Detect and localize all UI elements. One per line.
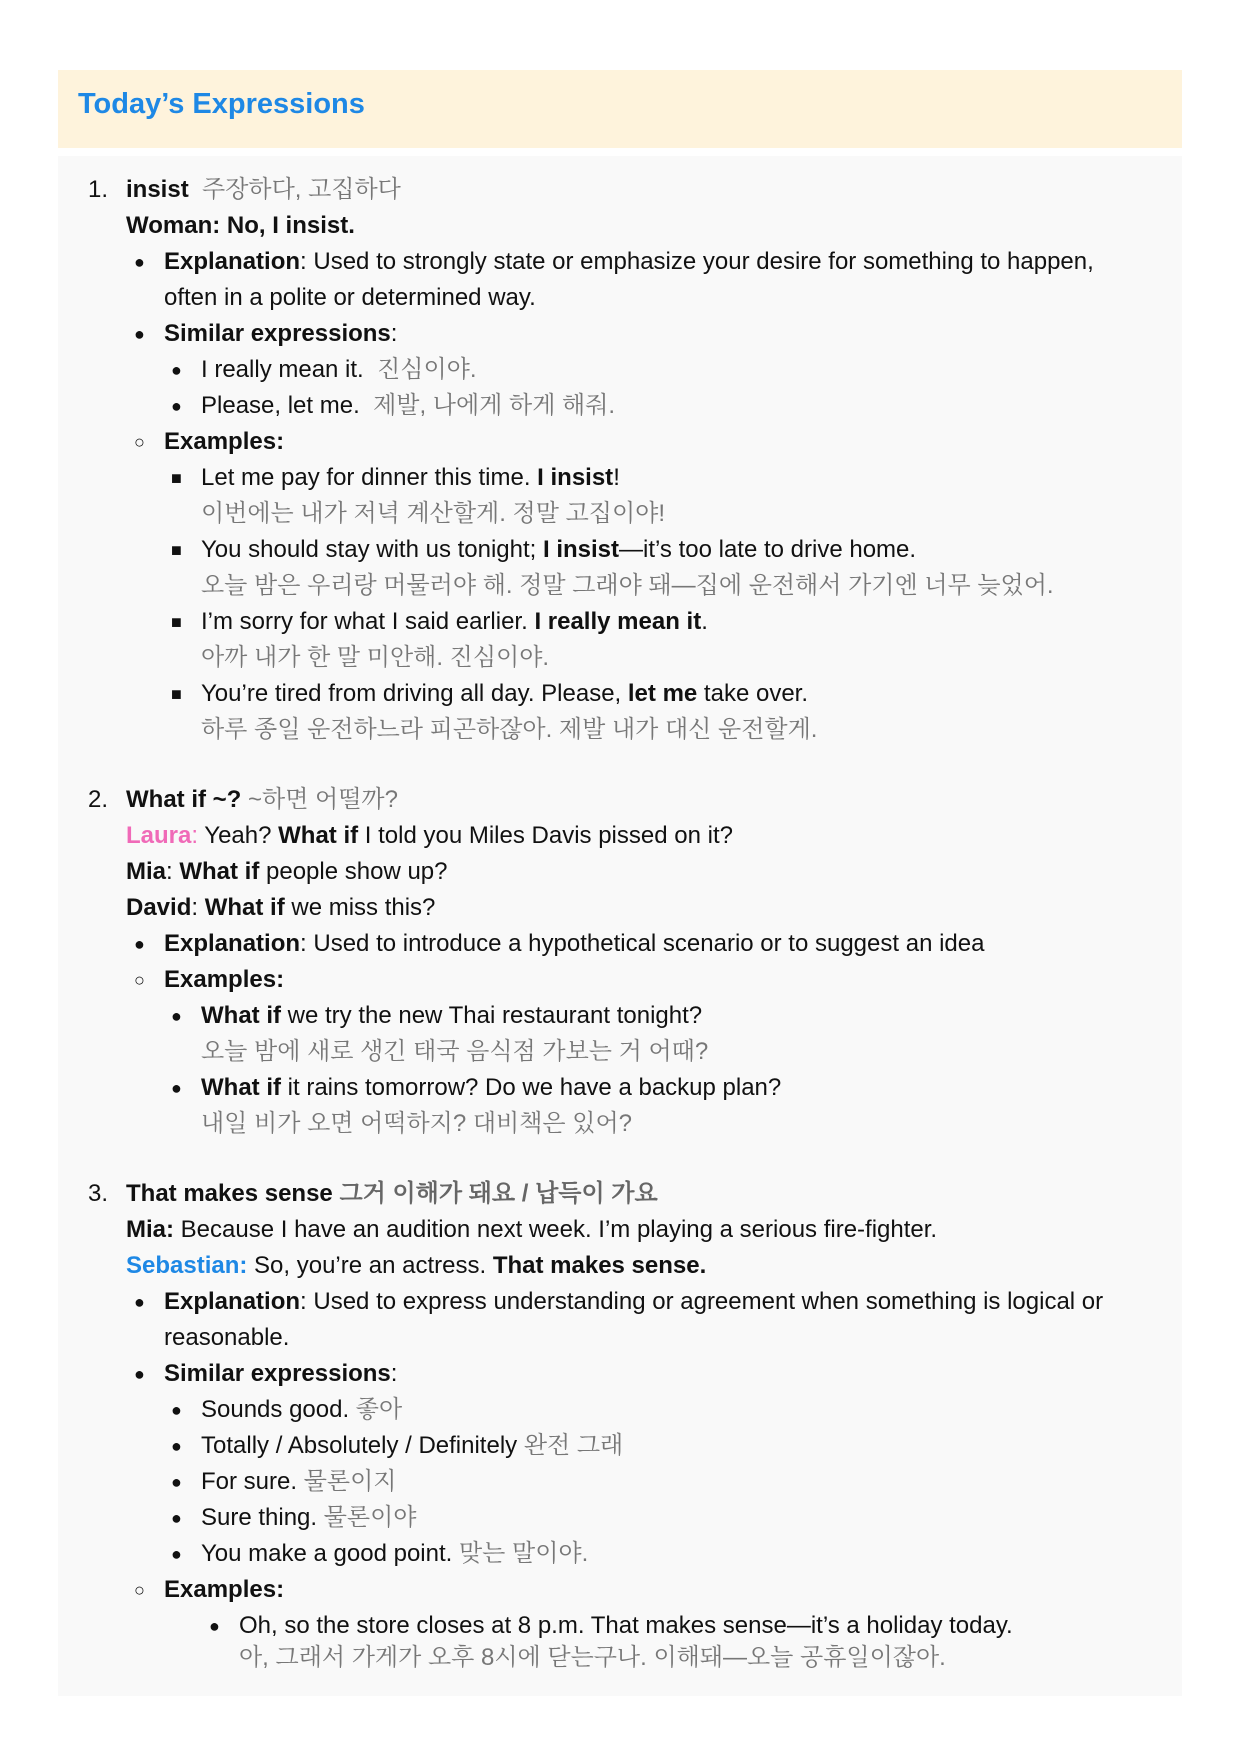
example: Let me pay for dinner this time. bbox=[201, 464, 538, 491]
korean: 하루 종일 운전하느라 피곤하잖아. 제발 내가 대신 운전할게. bbox=[201, 716, 818, 743]
text: people show up? bbox=[259, 858, 448, 885]
example: we try the new Thai restaurant tonight? bbox=[280, 1002, 703, 1029]
highlight: What if bbox=[204, 894, 285, 921]
text: So, you’re an actress. bbox=[247, 1252, 493, 1279]
explanation: : Used to introduce a hypothetical scenario or to suggest an idea bbox=[300, 930, 985, 957]
bullet-icon: ● bbox=[171, 1472, 182, 1492]
item-number: 3. bbox=[88, 1180, 109, 1207]
korean: 맞는 말이야. bbox=[458, 1540, 589, 1567]
term: What if ~? bbox=[126, 786, 242, 813]
label: Similar expressions bbox=[164, 1360, 391, 1387]
separator: : bbox=[191, 894, 199, 921]
highlight: What if bbox=[179, 858, 260, 885]
speaker: Mia bbox=[126, 858, 167, 885]
example: take over. bbox=[697, 680, 808, 707]
bullet-icon: ● bbox=[134, 934, 145, 954]
dialog-line bbox=[58, 854, 1182, 890]
explanation: : Used to strongly state or emphasize your desire for something to happen, often in a polite or determined way. bbox=[164, 248, 1094, 311]
bullet-icon: ● bbox=[134, 1292, 145, 1312]
speaker: Mia: bbox=[126, 1216, 174, 1243]
korean: 좋아 bbox=[355, 1396, 403, 1423]
bullet-icon: ● bbox=[171, 396, 182, 416]
example: —it’s too late to drive home. bbox=[619, 536, 917, 563]
text: Because I have an audition next week. I’m playing a serious fire-fighter. bbox=[174, 1216, 938, 1243]
speaker: Laura bbox=[126, 822, 192, 849]
korean: 물론이지 bbox=[303, 1468, 397, 1495]
highlight: What if bbox=[201, 1002, 281, 1029]
highlight: What if bbox=[278, 822, 359, 849]
text: Yeah? bbox=[198, 822, 279, 849]
korean: 진심이야. bbox=[377, 356, 477, 383]
bullet-icon: ● bbox=[171, 360, 182, 380]
similar-expression: You make a good point. bbox=[201, 1540, 453, 1567]
square-bullet-icon: ■ bbox=[171, 684, 182, 704]
korean: ~하면 어떨까? bbox=[248, 786, 398, 813]
item-number: 1. bbox=[88, 176, 109, 203]
similar-expression: Sounds good. bbox=[201, 1396, 350, 1423]
highlight: That makes sense. bbox=[492, 1252, 707, 1279]
similar-expression: I really mean it. bbox=[201, 356, 364, 383]
highlight: What if bbox=[201, 1074, 281, 1101]
expression-heading bbox=[58, 172, 1182, 208]
label: Examples: bbox=[164, 1576, 285, 1603]
dialog-line bbox=[58, 1212, 1182, 1248]
text bbox=[198, 894, 205, 921]
similar-expression: For sure. bbox=[201, 1468, 298, 1495]
explanation: : Used to express understanding or agreement when something is logical or reasonable. bbox=[164, 1288, 1104, 1351]
speaker: David bbox=[126, 894, 192, 921]
example: ! bbox=[613, 464, 620, 491]
similar-expression: Sure thing. bbox=[201, 1504, 318, 1531]
label: Similar expressions bbox=[164, 320, 391, 347]
example: . bbox=[701, 608, 708, 635]
korean: 그거 이해가 돼요 / 납득이 가요 bbox=[339, 1180, 658, 1207]
example: You’re tired from driving all day. Please, bbox=[201, 680, 628, 707]
square-bullet-icon: ■ bbox=[171, 612, 182, 632]
bullet-icon: ● bbox=[134, 252, 145, 272]
bullet-icon: ● bbox=[209, 1616, 220, 1636]
square-bullet-icon: ■ bbox=[171, 468, 182, 488]
label: Explanation bbox=[164, 930, 301, 957]
dialog-line bbox=[58, 818, 1182, 854]
example: I’m sorry for what I said earlier. bbox=[201, 608, 535, 635]
example: You should stay with us tonight; bbox=[201, 536, 543, 563]
separator: : bbox=[191, 822, 199, 849]
term: insist bbox=[126, 176, 189, 203]
label: Examples: bbox=[164, 966, 285, 993]
similar-expression: Totally / Absolutely / Definitely bbox=[201, 1432, 518, 1459]
expression-heading bbox=[58, 782, 1182, 818]
korean: 물론이야 bbox=[323, 1504, 417, 1531]
korean: 오늘 밤에 새로 생긴 태국 음식점 가보는 거 어때? bbox=[201, 1038, 709, 1065]
example: Oh, so the store closes at 8 p.m. That makes sense—it’s a holiday today. bbox=[239, 1612, 1013, 1639]
korean: 아, 그래서 가게가 오후 8시에 닫는구나. 이해돼—오늘 공휴일이잖아. bbox=[239, 1644, 946, 1671]
bullet-icon: ● bbox=[134, 1364, 145, 1384]
square-bullet-icon: ■ bbox=[171, 540, 182, 560]
dialog-line: Woman: No, I insist. bbox=[126, 212, 355, 239]
highlight: I really mean it bbox=[534, 608, 702, 635]
separator: : bbox=[166, 858, 173, 885]
similar-expression: Please, let me. bbox=[201, 392, 360, 419]
example: it rains tomorrow? Do we have a backup plan? bbox=[280, 1074, 782, 1101]
page-title: Today’s Expressions bbox=[78, 88, 365, 120]
dialog-line bbox=[58, 890, 1182, 926]
korean: 주장하다, 고집하다 bbox=[202, 176, 401, 203]
bullet-icon: ● bbox=[171, 1078, 182, 1098]
text: I told you Miles Davis pissed on it? bbox=[358, 822, 733, 849]
bullet-icon: ● bbox=[134, 324, 145, 344]
dialog-line bbox=[58, 1248, 1182, 1284]
bullet-icon: ● bbox=[171, 1400, 182, 1420]
highlight: I insist bbox=[537, 464, 614, 491]
bullet-icon: ● bbox=[171, 1006, 182, 1026]
circle-bullet-icon: ○ bbox=[134, 432, 145, 452]
korean: 내일 비가 오면 어떡하지? 대비책은 있어? bbox=[201, 1110, 632, 1137]
circle-bullet-icon: ○ bbox=[134, 970, 145, 990]
bullet-icon: ● bbox=[171, 1436, 182, 1456]
highlight: let me bbox=[627, 680, 698, 707]
korean: 오늘 밤은 우리랑 머물러야 해. 정말 그래야 돼—집에 운전해서 가기엔 너무 늦었어. bbox=[201, 572, 1054, 599]
label: Examples: bbox=[164, 428, 285, 455]
circle-bullet-icon: ○ bbox=[134, 1580, 145, 1600]
header-banner bbox=[58, 70, 1182, 148]
speaker: Sebastian: bbox=[126, 1252, 248, 1279]
content-box: 1. insist 주장하다, 고집하다 Woman: No, I insist. ● Explanation: Used to strongly state or emphasize your desire for something to happen, often in a polite or determined way. ● Similar expressions: ● I really mean it. 진심이야. ● Please, let me. 제발, 나에게 하게 해줘. ○ Examples: ■ Let me pay for dinner this time. I insist! 이번에는 내가 저녁 계산할게. 정말 고집이야! ■ You should stay with us tonight; I insist—it’s too late to drive home. 오늘 밤은 우리랑 머물러야 해. 정말 그래야 돼—집에 운전해서 가기엔 너무 늦었어. ■ I’m sorry for what I said earlier. I really mean it. 아까 내가 한 말 미안해. 진심이야. ■ You’re tired from driving all day. Please, let me take over. 하루 종일 운전하느라 피곤하잖아. 제발 내가 대신 운전할게. 2. What if ~? ~하면 어떨까? Laura: Yeah? What if I told you Miles Davis pissed on it? Mia: What if people show up? David: What if we miss this? ● Explanation: Used to introduce a hypothetical scenario or to suggest an idea ○ Examples: ● What if we try the new Thai restaurant tonight? 오늘 밤에 새로 생긴 태국 음식점 가보는 거 어때? ● What if it rains tomorrow? Do we have a backup plan? 내일 비가 오면 어떡하지? 대비책은 있어? 3. That makes sense 그거 이해가 돼요 / 납득이 가요 Mia: Because I have an audition next week. I’m playing a serious fire-fighter. Sebastian: So, you’re an actress. That makes sense. ● Explanation: Used to express understanding or agreement when something is logical or reasonable. ● Similar expressions: ● Sounds good. 좋아 ● Totally / Absolutely / Definitely 완전 그래 ● For sure. 물론이지 ● Sure thing. 물론이야 ● You make a good point. 맞는 말이야. ○ Examples: ● Oh, so the store closes at 8 p.m. That makes sense—it’s a holiday today. 아, 그래서 가게가 오후 8시에 닫는구나. 이해돼—오늘 공휴일이잖아. bbox=[58, 156, 1182, 1696]
highlight: I insist bbox=[543, 536, 620, 563]
item-number: 2. bbox=[88, 786, 109, 813]
label: Explanation bbox=[164, 1288, 301, 1315]
korean: 제발, 나에게 하게 해줘. bbox=[373, 392, 616, 419]
expression-heading bbox=[58, 1176, 1182, 1212]
bullet-icon: ● bbox=[171, 1508, 182, 1528]
korean: 완전 그래 bbox=[523, 1432, 624, 1459]
korean: 아까 내가 한 말 미안해. 진심이야. bbox=[201, 644, 550, 671]
korean: 이번에는 내가 저녁 계산할게. 정말 고집이야! bbox=[201, 500, 665, 527]
term: That makes sense bbox=[126, 1180, 333, 1207]
bullet-icon: ● bbox=[171, 1544, 182, 1564]
label: Explanation bbox=[164, 248, 301, 275]
text: we miss this? bbox=[284, 894, 436, 921]
